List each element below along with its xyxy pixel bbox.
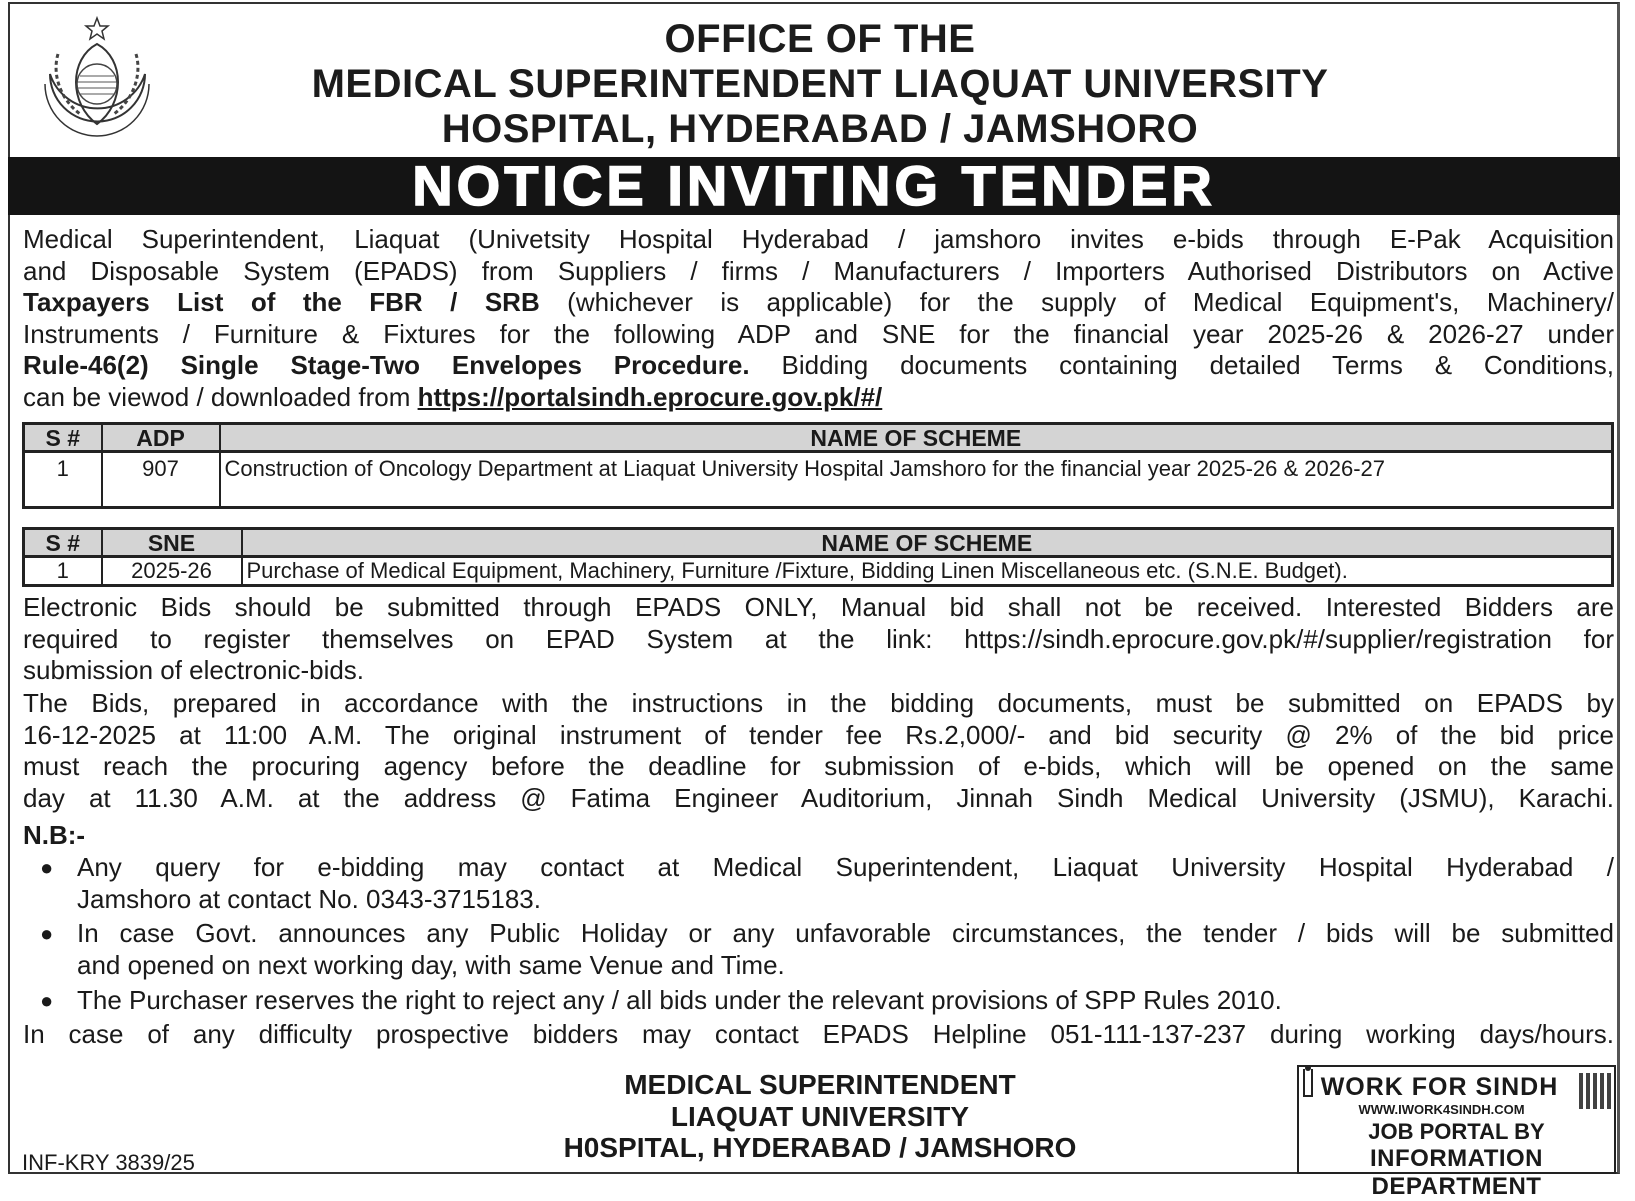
bullet-item xyxy=(40,918,1614,981)
notice-banner: NOTICE INVITING TENDER xyxy=(8,157,1620,215)
rule-bold: Rule-46(2) Single Stage-Two Envelopes Procedure. xyxy=(23,350,750,380)
table-header-row xyxy=(24,529,1613,557)
helpline-text xyxy=(23,1019,1614,1051)
bullet-item xyxy=(40,985,1614,1017)
bids-paragraph xyxy=(23,688,1614,814)
col-header-adp: ADP xyxy=(102,424,220,452)
iwork-i-icon xyxy=(1303,1069,1313,1097)
col-header-sno: S # xyxy=(24,424,102,452)
portal-link[interactable]: https://portalsindh.eprocure.gov.pk/#/ xyxy=(417,381,883,412)
submission-paragraph xyxy=(23,592,1614,687)
cell-scheme: Purchase of Medical Equipment, Machinery, Furniture /Fixture, Bidding Linen Miscellaneous etc. (S.N.E. Budget). xyxy=(242,557,1613,586)
para-line: day at 11.30 A.M. at the address @ Fatima Engineer Auditorium, Jinnah Sindh Medical University (JSMU), Karachi. xyxy=(23,782,1614,813)
bullet-icon: ● xyxy=(40,988,54,1013)
nb-label: N.B:- xyxy=(23,820,86,850)
intro-text: Bidding documents containing detailed Terms & Conditions, xyxy=(749,350,1614,380)
intro-line xyxy=(23,287,1614,319)
sindh-emblem-icon xyxy=(30,14,165,149)
bullet-line: In case Govt. announces any Public Holiday or any unfavorable circumstances, the tender / bids will be submitted xyxy=(77,918,1614,948)
para-line: must reach the procuring agency before the deadline for submission of e-bids, which will be opened on the same xyxy=(23,751,1614,781)
iwork-line3: JOB PORTAL BY xyxy=(1368,1119,1545,1144)
signature-block xyxy=(430,1069,1210,1164)
para-line: required to register themselves on EPAD System at the link: https://sindh.eprocure.gov.pk/#/supplier/registration for xyxy=(23,623,1614,654)
header-line-3: HOSPITAL, HYDERABAD / JAMSHORO xyxy=(441,107,1199,151)
cell-sno: 1 xyxy=(24,452,102,508)
para-line: submission of electronic-bids. xyxy=(23,655,365,685)
bullet-icon: ● xyxy=(40,855,54,880)
intro-line xyxy=(23,382,1614,414)
signature-line: H0SPITAL, HYDERABAD / JAMSHORO xyxy=(563,1132,1077,1163)
iwork-url: WWW.IWORK4SINDH.COM xyxy=(1358,1102,1525,1117)
header-line-1: OFFICE OF THE xyxy=(664,17,976,61)
sne-table xyxy=(22,527,1614,587)
cell-adp: 907 xyxy=(102,452,220,508)
cell-sno: 1 xyxy=(24,557,102,586)
bullet-line: The Purchaser reserves the right to reject any / all bids under the relevant provisions of SPP Rules 2010. xyxy=(77,985,1282,1015)
iwork-for-sindh-box xyxy=(1297,1065,1616,1200)
table-row xyxy=(24,452,1613,508)
col-header-sne: SNE xyxy=(102,529,242,557)
reference-number: INF-KRY 3839/25 xyxy=(22,1150,195,1175)
intro-line xyxy=(23,350,1614,382)
table-row xyxy=(24,557,1613,586)
bullet-line: Any query for e-bidding may contact at Medical Superintendent, Liaquat University Hospital Hyderabad / xyxy=(77,852,1614,882)
para-line: 16-12-2025 at 11:00 A.M. The original instrument of tender fee Rs.2,000/- and bid security @ 2% of the bid price xyxy=(23,719,1614,750)
para-line: Electronic Bids should be submitted through EPADS ONLY, Manual bid shall not be received. Interested Bidders are xyxy=(23,592,1614,622)
table-header-row xyxy=(24,424,1613,452)
col-header-scheme: NAME OF SCHEME xyxy=(242,529,1613,557)
intro-line: Instruments / Furniture & Fixtures for the following ADP and SNE for the financial year 2025-26 & 2026-27 under xyxy=(23,318,1614,349)
adp-table xyxy=(22,422,1614,509)
signature-line: MEDICAL SUPERINTENDENT xyxy=(624,1069,1016,1100)
para-line: The Bids, prepared in accordance with the instructions in the bidding documents, must be submitted on EPADS by xyxy=(23,688,1614,718)
col-header-scheme: NAME OF SCHEME xyxy=(220,424,1613,452)
iwork-line4: INFORMATION DEPARTMENT xyxy=(1369,1145,1544,1200)
bullet-item xyxy=(40,852,1614,915)
signature-line: LIAQUAT UNIVERSITY xyxy=(670,1100,970,1132)
bullet-line: and opened on next working day, with same Venue and Time. xyxy=(77,949,785,980)
header-line-2: MEDICAL SUPERINTENDENT LIAQUAT UNIVERSITY xyxy=(311,62,1329,106)
col-header-sno: S # xyxy=(24,529,102,557)
bullet-line: Jamshoro at contact No. 0343-3715183. xyxy=(77,883,541,914)
iwork-title: WORK FOR SINDH xyxy=(1320,1073,1559,1101)
intro-line: and Disposable System (EPADS) from Suppliers / firms / Manufacturers / Importers Authorised Distributors on Active xyxy=(23,255,1614,286)
intro-text: (whichever is applicable) for the supply of Medical Equipment's, Machinery/ xyxy=(539,287,1614,317)
bullet-icon: ● xyxy=(40,921,54,946)
cell-scheme: Construction of Oncology Department at Liaquat University Hospital Jamshoro for the financial year 2025-26 & 2026-27 xyxy=(220,452,1613,508)
intro-text: can be viewod / downloaded from xyxy=(23,381,418,412)
qr-code-icon xyxy=(1579,1073,1611,1109)
taxpayers-bold: Taxpayers List of the FBR / SRB xyxy=(23,287,540,317)
helpline-line: In case of any difficulty prospective bidders may contact EPADS Helpline 051-111-137-237 during working days/hours. xyxy=(23,1019,1614,1049)
intro-paragraph xyxy=(23,224,1614,413)
cell-sne: 2025-26 xyxy=(102,557,242,586)
intro-line: Medical Superintendent, Liaquat (Univetsity Hospital Hyderabad / jamshoro invites e-bids through E-Pak Acquisition xyxy=(23,224,1614,254)
